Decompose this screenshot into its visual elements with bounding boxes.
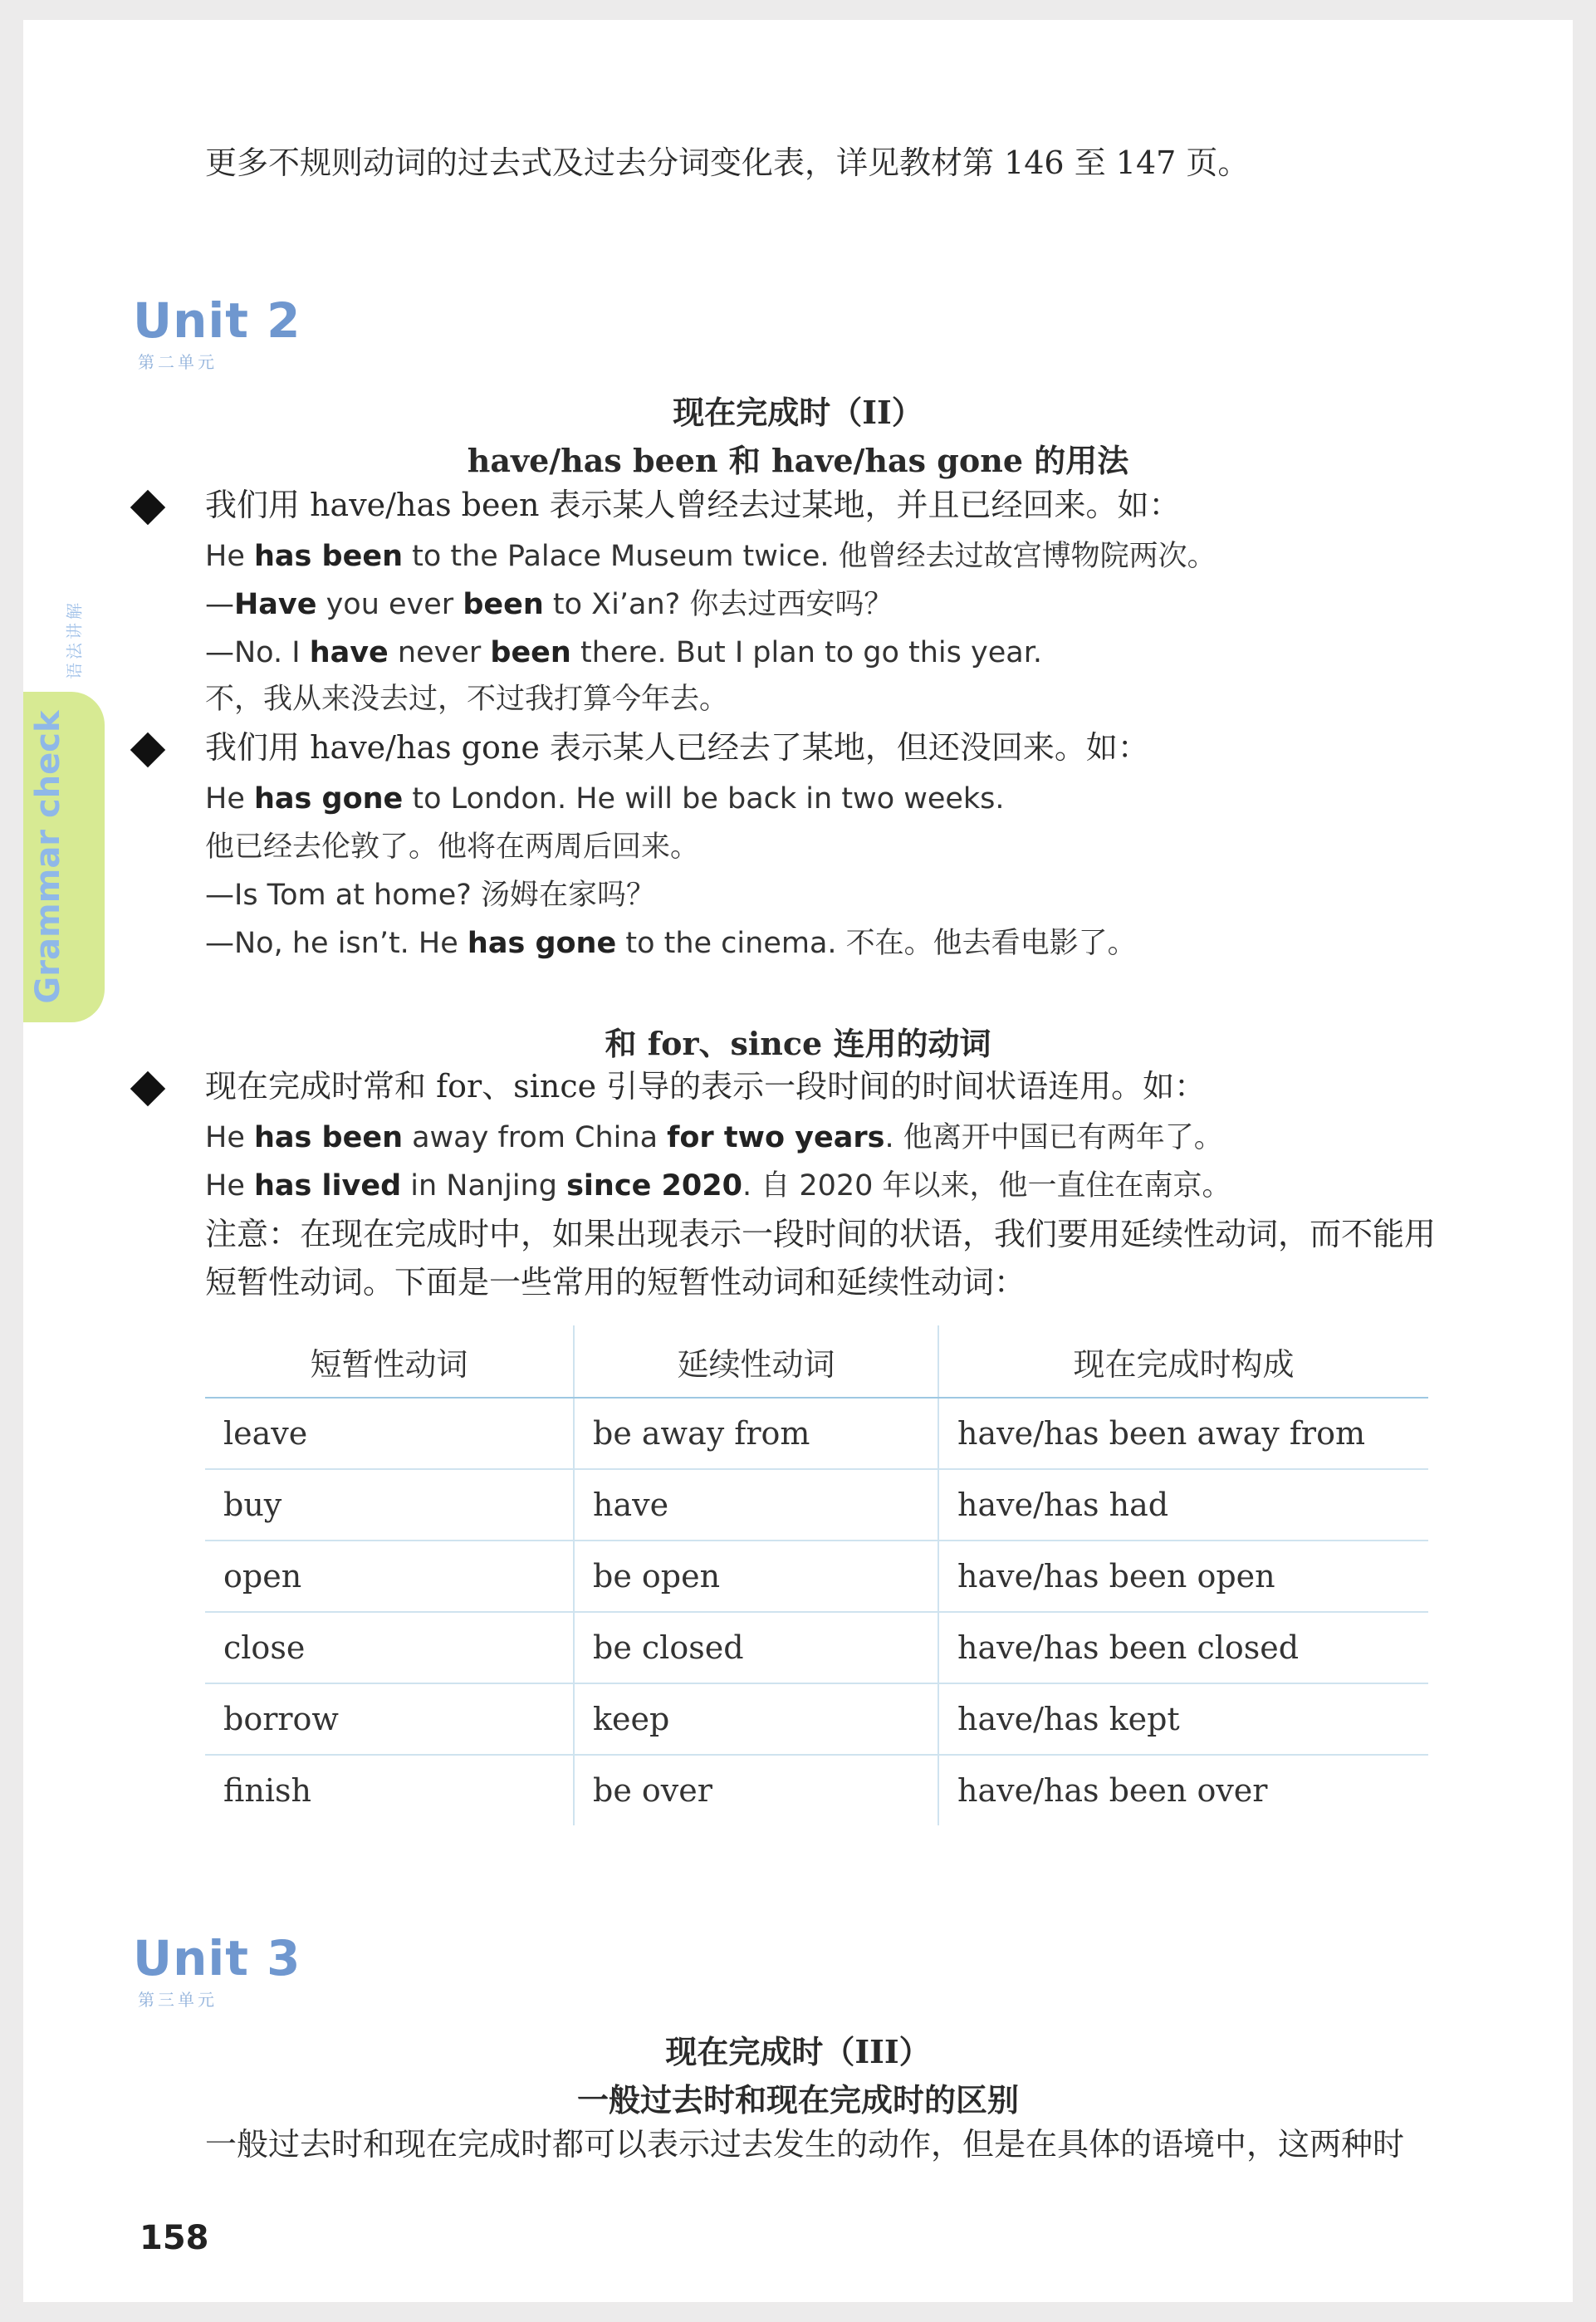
table-row <box>205 1612 1428 1683</box>
table-cell: have <box>574 1469 938 1541</box>
example-line: —Have you ever been to Xi’an? 你去过西安吗？ <box>205 588 893 621</box>
table-cell: open <box>205 1541 574 1612</box>
table-cell: borrow <box>205 1683 574 1755</box>
top-note: 更多不规则动词的过去式及过去分词变化表，详见教材第 146 至 147 页。 <box>205 145 1250 181</box>
table-cell: have/has kept <box>938 1683 1428 1755</box>
column-header-durative-verbs: 延续性动词 <box>574 1325 938 1398</box>
unit2-heading-1: 现在完成时（II） <box>673 394 923 431</box>
table-cell: close <box>205 1612 574 1683</box>
rule-for-since: 现在完成时常和 for、since 引导的表示一段时间的时间状语连用。如： <box>205 1068 1207 1105</box>
example-line: He has gone to London. He will be back in two weeks. <box>205 782 1005 816</box>
unit2-heading-2: have/has been 和 have/has gone 的用法 <box>467 442 1129 479</box>
verb-table <box>205 1325 1428 1825</box>
example-translation: 不，我从来没去过，不过我打算今年去。 <box>205 683 729 716</box>
page-number: 158 <box>140 2219 209 2257</box>
table-row <box>205 1398 1428 1469</box>
grammar-check-label: Grammar check <box>29 710 67 1004</box>
table-cell: be open <box>574 1541 938 1612</box>
rule-been: 我们用 have/has been 表示某人曾经去过某地，并且已经回来。如： <box>205 487 1181 523</box>
unit3-heading-2: 一般过去时和现在完成时的区别 <box>576 2081 1019 2119</box>
table-cell: buy <box>205 1469 574 1541</box>
example-line: —No. I have never been there. But I plan to go this year. <box>205 636 1043 669</box>
table-row <box>205 1683 1428 1755</box>
unit2-heading-3: 和 for、since 连用的动词 <box>605 1025 991 1062</box>
unit3-title: Unit 3 <box>133 1930 301 1986</box>
column-header-short-verbs: 短暂性动词 <box>205 1325 574 1398</box>
example-line: He has been away from China for two years. 他离开中国已有两年了。 <box>205 1121 1223 1154</box>
table-cell: have/has been away from <box>938 1398 1428 1469</box>
example-line: —Is Tom at home? 汤姆在家吗？ <box>205 879 655 912</box>
unit2-title: Unit 2 <box>133 292 301 349</box>
unit2-subtitle: 第二单元 <box>138 352 218 372</box>
table-row <box>205 1755 1428 1825</box>
table-cell: be away from <box>574 1398 938 1469</box>
table-cell: have/has been open <box>938 1541 1428 1612</box>
table-header-row <box>205 1325 1428 1398</box>
column-header-perfect-form: 现在完成时构成 <box>938 1325 1428 1398</box>
unit3-heading-1: 现在完成时（III） <box>665 2033 931 2070</box>
table-cell: keep <box>574 1683 938 1755</box>
table-row <box>205 1469 1428 1541</box>
table-row <box>205 1541 1428 1612</box>
unit3-subtitle: 第三单元 <box>138 1990 218 2010</box>
table-cell: have/has had <box>938 1469 1428 1541</box>
table-cell: leave <box>205 1398 574 1469</box>
example-translation: 他已经去伦敦了。他将在两周后回来。 <box>205 830 700 864</box>
note-line-2: 短暂性动词。下面是一些常用的短暂性动词和延续性动词： <box>205 1264 1026 1301</box>
note-line-1: 注意：在现在完成时中，如果出现表示一段时间的状语，我们要用延续性动词，而不能用 <box>205 1216 1437 1252</box>
example-line: He has lived in Nanjing since 2020. 自 2020 年以来，他一直住在南京。 <box>205 1169 1231 1203</box>
table-cell: have/has been closed <box>938 1612 1428 1683</box>
example-line: —No, he isn’t. He has gone to the cinema. 不在。他去看电影了。 <box>205 927 1137 960</box>
unit3-text: 一般过去时和现在完成时都可以表示过去发生的动作，但是在具体的语境中，这两种时 <box>205 2126 1405 2163</box>
table-cell: have/has been over <box>957 1772 1268 1809</box>
table-cell: be closed <box>574 1612 938 1683</box>
table-cell: be over <box>574 1755 938 1825</box>
grammar-check-cn-label: 语法讲解 <box>64 600 85 679</box>
table-cell: finish <box>205 1755 574 1825</box>
example-line: He has been to the Palace Museum twice. 他曾经去过故宫博物院两次。 <box>205 540 1217 573</box>
rule-gone: 我们用 have/has gone 表示某人已经去了某地，但还没回来。如： <box>205 729 1149 766</box>
